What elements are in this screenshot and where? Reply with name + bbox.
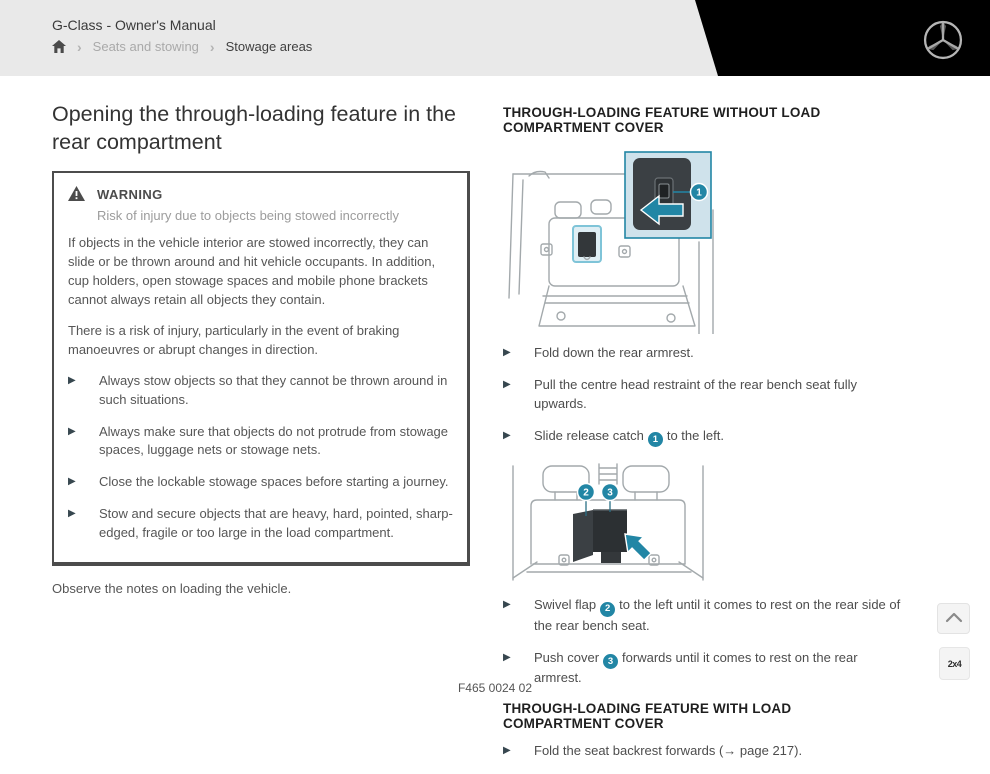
home-icon[interactable]: [52, 40, 66, 53]
marker-2-badge: 2: [600, 602, 615, 617]
step-text-with-page-link[interactable]: Fold the seat backrest forwards (→ page 217).: [534, 743, 803, 759]
figure1-marker: 1: [696, 187, 702, 199]
breadcrumb: [52, 39, 312, 54]
warning-paragraph: If objects in the vehicle interior are stowed incorrectly, they can slide or be thrown around and hit vehicle occupants. In addition, cup holders, open stowage spaces and mobile phone brackets cannot always retain all objects they contain.: [68, 234, 436, 307]
marker-3-badge: 3: [603, 654, 618, 669]
step-text: Fold down the rear armrest.: [534, 345, 694, 360]
figure-flap-cover: [503, 460, 901, 586]
triangle-bullet-icon: [68, 423, 99, 461]
warning-triangle-icon: [68, 186, 85, 206]
warning-bullet-text: Close the lockable stowage spaces before starting a journey.: [99, 474, 449, 490]
triangle-bullet-icon: [503, 427, 534, 447]
step-item: [503, 742, 901, 761]
triangle-bullet-icon: [68, 505, 99, 543]
warning-bullet-text: Always stow objects so that they cannot be thrown around in such situations.: [99, 372, 448, 407]
step-text: Pull the centre head restraint of the rear bench seat fully upwards.: [534, 376, 858, 411]
scroll-to-top-button[interactable]: [937, 603, 970, 634]
marker-1-badge: 1: [648, 432, 663, 447]
warning-bullet-text: Stow and secure objects that are heavy, hard, pointed, sharp-edged, fragile or too large in the load compartment.: [99, 506, 453, 541]
triangle-bullet-icon: [503, 376, 534, 414]
loading-note: Observe the notes on loading the vehicle.: [52, 581, 292, 597]
triangle-bullet-icon: [68, 473, 99, 492]
warning-label: WARNING: [97, 186, 163, 202]
warning-bullet: [68, 473, 453, 492]
step-text: Swivel flap 2 to the left until it comes to rest on the rear side of the rear bench seat.: [534, 597, 901, 633]
step-item: [503, 596, 901, 635]
header-bar: [0, 0, 990, 76]
chevron-right-icon: ›: [209, 38, 215, 55]
triangle-bullet-icon: [503, 344, 534, 363]
page-tool-button[interactable]: [939, 647, 970, 680]
chevron-right-icon: ›: [77, 38, 82, 55]
step-item: [503, 344, 901, 363]
breadcrumb-link-section[interactable]: Seats and stowing: [92, 39, 199, 54]
step-text: Slide release catch 1 to the left.: [534, 427, 724, 447]
triangle-bullet-icon: [503, 596, 534, 635]
page-tool-label: 2x4: [947, 658, 962, 669]
figure2-marker: 3: [607, 487, 613, 499]
warning-paragraph: There is a risk of injury, particularly in the event of braking manoeuvres or abrupt changes in direction.: [68, 322, 400, 357]
warning-subtitle: Risk of injury due to objects being stowed incorrectly: [97, 207, 400, 223]
step-item: [503, 376, 901, 414]
section-heading-with-cover: THROUGH-LOADING FEATURE WITH LOAD COMPARTMENT COVER: [503, 701, 792, 732]
breadcrumb-current-page: Stowage areas: [225, 39, 313, 54]
step-item: [503, 427, 901, 447]
warning-box: [52, 171, 470, 567]
brand-banner: [660, 0, 990, 76]
triangle-bullet-icon: [503, 742, 534, 761]
figure2-marker: 2: [583, 487, 589, 499]
mercedes-star-icon: [922, 19, 964, 61]
left-column: [52, 100, 470, 596]
triangle-bullet-icon: [68, 372, 99, 410]
warning-bullet: [68, 423, 453, 461]
figure-release-catch: [503, 146, 901, 334]
chevron-up-icon: [945, 610, 963, 628]
section-heading-without-cover: THROUGH-LOADING FEATURE WITHOUT LOAD COMPARTMENT COVER: [503, 105, 821, 135]
step-text: Push cover 3 forwards until it comes to rest on the rear armrest.: [534, 649, 858, 686]
figure-code: F465 0024 02: [457, 681, 533, 695]
manual-title: G-Class - Owner's Manual: [52, 17, 216, 33]
page-title: Opening the through-loading feature in the rear compartment: [52, 102, 457, 155]
right-column: [503, 105, 901, 774]
warning-bullet: [68, 505, 453, 543]
warning-bullet: [68, 372, 453, 410]
warning-bullet-text: Always make sure that objects do not protrude from stowage spaces, luggage nets or stowage nets.: [99, 423, 449, 458]
